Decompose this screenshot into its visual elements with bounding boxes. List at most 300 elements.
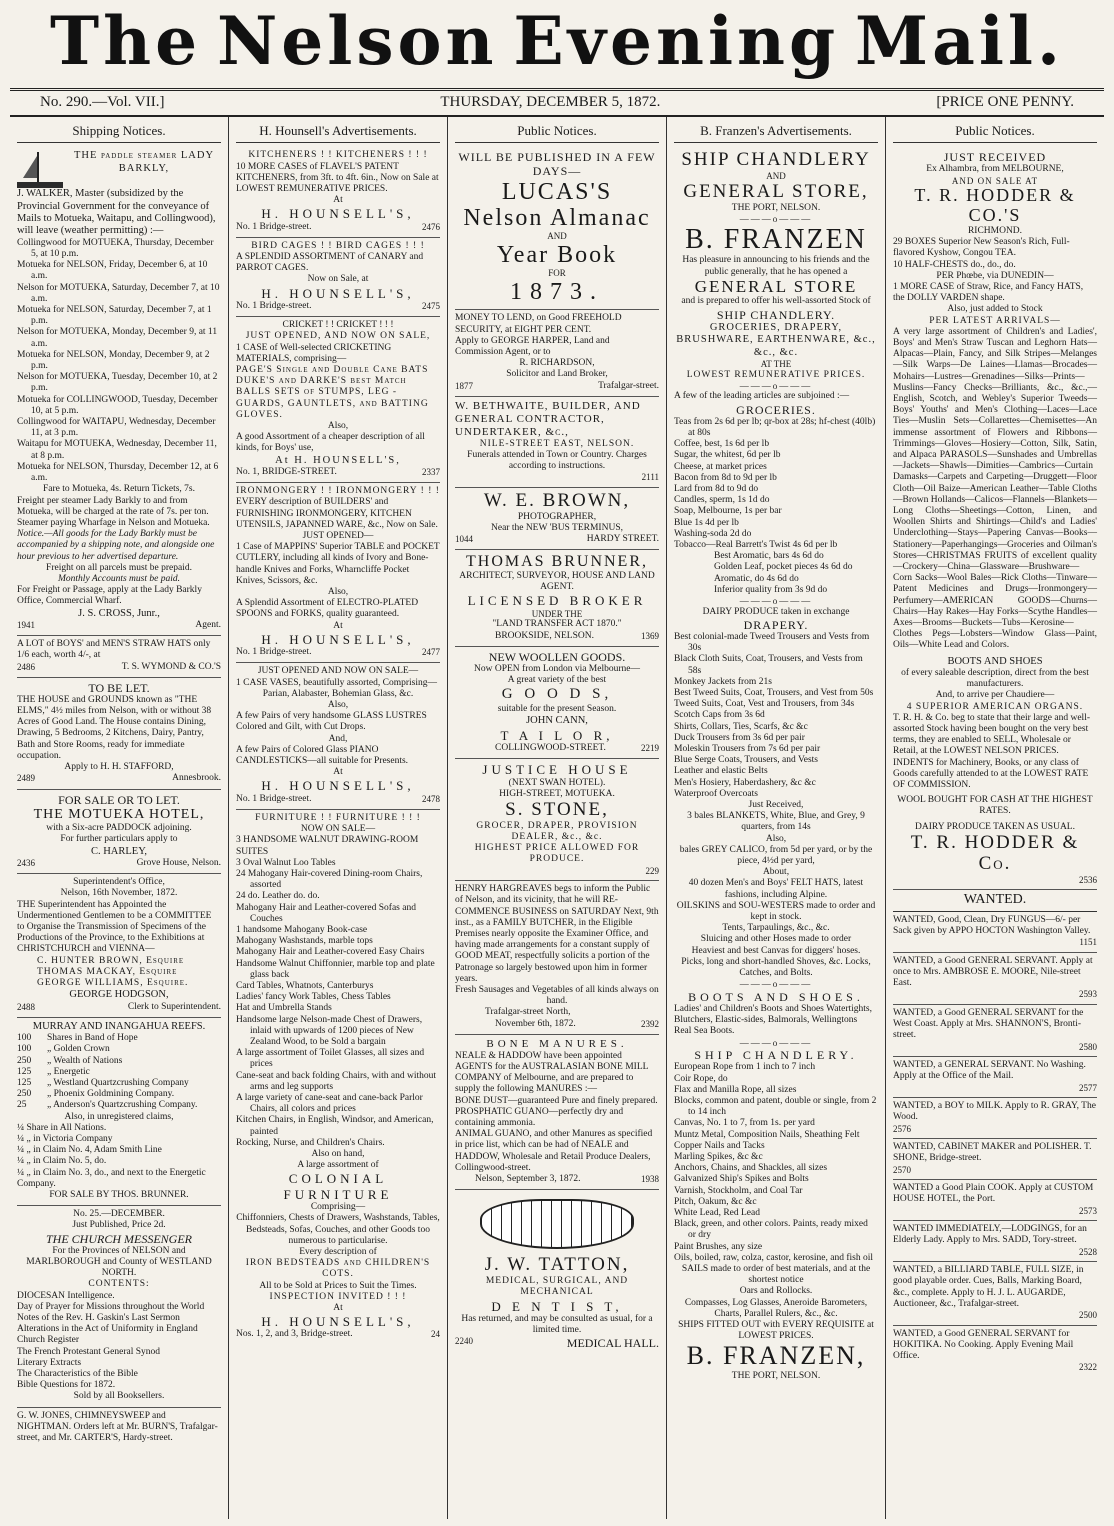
ad-text: with a Six-acre PADDOCK adjoining. xyxy=(46,823,192,834)
ad-title: THE MOTUEKA HOTEL, xyxy=(33,806,205,822)
ad-text: T. R. H. & Co. beg to state that their large and well-assorted Stock having been bought on the very best terms, they are enabled to SELL, Wholesale or Retail, at the LOWEST NELSON PRICES. INDENTS for Machinery, Books, or any class of Goods carefully attended to at the LOWEST RATE OF COMMISSION. xyxy=(893,712,1090,791)
contents-item: Bible Questions for 1872. xyxy=(17,1380,116,1391)
ad-title: S. STONE, xyxy=(505,798,609,820)
ship-item: Marling Spikes, &c &c xyxy=(674,1151,763,1162)
column-hounsell xyxy=(229,117,448,1519)
ad-title: Nelson Almanac xyxy=(463,205,651,232)
ad-text: and is prepared to offer his well-assorted Stock of xyxy=(681,296,871,307)
ad-text: THE HOUSE and GROUNDS known as "THE ELMS," 4½ miles from Nelson, with or without 38 Acres of Good Land. The House contains Dining, Drawing, 5 Bedrooms, 2 Kitchens, Dairy, Pantry, Bath and Store Rooms, ready for immediate occupation. xyxy=(17,694,212,761)
ad-text: Superintendent's Office, xyxy=(73,877,165,888)
ad-number: 2576 xyxy=(893,1123,911,1134)
ad-text: MONEY TO LEND, on Good FREEHOLD SECURITY, at EIGHT PER CENT. xyxy=(455,313,622,335)
ad-motueka-hotel xyxy=(17,790,221,875)
ad-text: G. W. JONES, CHIMNEYSWEEP and NIGHTMAN. Orders left at Mr. BURN'S, Trafalgar-street, and Mr. CARTER'S, Hardy-street. xyxy=(17,1410,218,1443)
grocery-item: Soap, Melbourne, 1s per bar xyxy=(674,506,782,517)
column-heading: B. Franzen's Advertisements. xyxy=(674,123,878,143)
ad-signer: J. S. CROSS, Junr., xyxy=(78,607,160,619)
wanted-text: WANTED, a Good GENERAL SERVANT. Apply at once to Mrs. AMBROSE E. MOORE, Nile-street East. xyxy=(893,955,1093,989)
ad-date: November 6th, 1872. xyxy=(495,1018,576,1029)
ad-address: Trafalgar-street North, xyxy=(485,1007,571,1018)
ad-role: PHOTOGRAPHER, xyxy=(517,511,597,522)
ad-text: For further particulars apply to xyxy=(60,834,178,845)
ad-brunner xyxy=(455,550,659,646)
sailing-item: Motueka for NELSON, Monday, December 9, at 2 p.m. xyxy=(17,349,210,372)
ad-signer: FOR SALE BY THOS. BRUNNER. xyxy=(49,1189,189,1200)
ad-address: THE PORT, NELSON. xyxy=(731,1371,821,1382)
ad-heading: JUSTICE HOUSE xyxy=(482,762,632,778)
wanted-text: WANTED IMMEDIATELY,—LODGINGS, for an Elderly Lady. Apply to Mrs. SADD, Tory-street. xyxy=(893,1224,1087,1246)
share-row: 250 „ Phoenix Goldmining Company. xyxy=(17,1089,175,1100)
ad-address: COLLINGWOOD-STREET. xyxy=(495,742,606,753)
ad-text: Nelson, 16th November, 1872. xyxy=(60,888,178,899)
ad-heading: GROCERIES. xyxy=(736,402,816,417)
ad-role: D E N T I S T, xyxy=(491,1298,623,1314)
contents-item: Notes of the Rev. H. Gaskin's Last Sermon xyxy=(17,1312,180,1323)
ad-woollen-goods xyxy=(455,647,659,759)
wanted-text: WANTED, a Good GENERAL SERVANT for the West Coast. Apply at Mrs. SHANNON'S, Bronti-street. xyxy=(893,1007,1084,1041)
ship-item: Copper Nails and Tacks xyxy=(674,1140,765,1151)
ad-wanted xyxy=(893,1057,1097,1098)
furniture-item: A large variety of cane-seat and cane-back Parlor Chairs, all colors and prices xyxy=(236,1093,423,1115)
ad-text: 1 MORE CASE of Straw, Rice, and Fancy HATS, the DOLLY VARDEN shape. xyxy=(893,281,1084,304)
wanted-text: WANTED, a BOY to MILK. Apply to R. GRAY, The Wood. xyxy=(893,1101,1096,1123)
ad-wanted xyxy=(893,1221,1097,1262)
wanted-heading: WANTED. xyxy=(893,890,1097,912)
ad-text: (NEXT SWAN HOTEL). xyxy=(508,777,606,788)
masthead xyxy=(10,0,1104,84)
ad-text: WILL BE PUBLISHED IN A FEW DAYS— xyxy=(458,150,656,179)
ad-title: THE CHURCH MESSENGER xyxy=(46,1231,192,1246)
ad-text: LICENSED BROKER xyxy=(467,593,647,609)
contents-item: DIOCESAN Intelligence. xyxy=(17,1290,115,1301)
ad-text: THE Superintendent has Appointed the Undermentioned Gentlemen to be a COMMITTEE to Organise the Transmission of Specimens of the Productions of the Province, to the Exhibitions at CHRISTCHURCH and VIENNA— xyxy=(17,899,212,955)
ad-text: 3 bales BLANKETS, White, Blue, and Grey, 9 quarters, from 14s xyxy=(687,811,865,833)
claim-item: ¼ „ in Victoria Company xyxy=(17,1133,113,1144)
issue-date: THURSDAY, DECEMBER 5, 1872. xyxy=(440,94,661,111)
wanted-text: WANTED, a Good GENERAL SERVANT for HOKITIKA. No Cooking. Apply Evening Mail Office. xyxy=(893,1328,1074,1362)
ad-number: 1151 xyxy=(1079,937,1097,948)
ad-text: ANIMAL GUANO, and other Manures as specified in price list, which can be had of NEALE and HADDOW, Wholesale and Retail Produce Dealers, Collingwood-street. xyxy=(455,1129,653,1173)
ad-text: NOW ON SALE— xyxy=(300,824,376,835)
sailing-item: Nelson for MOTUEKA, Saturday, December 7, at 10 a.m. xyxy=(17,282,220,304)
ad-role: ARCHITECT, SURVEYOR, HOUSE AND LAND AGENT. xyxy=(459,571,655,593)
ad-text: 10 HALF-CHESTS do., do., do. xyxy=(893,259,1016,270)
ad-text: Parian, Alabaster, Bohemian Glass, &c. xyxy=(262,688,414,699)
ad-text: A very large assortment of Children's and Ladies', Boys' and Men's Straw Tuscan and Leghorn Hats—Alpacas—Plain, Fancy, and Silk Stripes—Melanges—Silk Warps—De Laines—Llamas—Brocades—Mohairs—Lustres—Grenadines—Silks—Prints—Muslins—Fancy Checks—Brilliants, &c., &c.,—English, Scotch, and Webley's Superior Tweeds—Boys' Youths' and Men's Clothing—Laces—Lace Ties—Muslin Sets—Collarettes—Chemisettes—An immense assortment of Flowers and Ribbons—Trimmings—Gloves—Hosiery—Cotton, Silk, Satin, and Alpaca PARASOLS—Sunshades and Umbrellas—Jackets—Shawls—Dimities—Cambrics—Curtain Damasks—Carpets and Carpeting—Druggett—Floor Cloth—Oil Baize—American Leather—Table Cloths—Brown Hollands—Calicos—Flannels—Blankets—Long Cloths—Sheetings—Cotton, Linen, and Woollen Shirts and Shirtings—Child's and Ladies' Underclothing—Stays—Papering Canvas—Books—Stationery—Paperhangings—Groceries and Oilman's Stores—CHRISTMAS FRUITS of excellent quality—Crockery—China—Glassware—Brushware—Corn Sacks—Wool Bales—Rick Cloths—Tinware—Patent Medicines and Drugs—Ironmongery—Perfumery—AMERICAN GOODS—Churns—Chairs—Hay Rakes—Hay Forks—Scythe Handles—Axes—Brooms—Buckets—Tubs—Kerosine—Clothes Pegs—Lobsters—Window Glass—Paint, Oils—White Lead and Colors. xyxy=(893,326,1097,651)
grocery-item: Coffee, best, 1s 6d per lb xyxy=(674,439,770,450)
ad-lady-barkly xyxy=(17,147,221,636)
ad-role: Agent. xyxy=(195,619,221,630)
ad-text: Apply to H. H. STAFFORD, xyxy=(64,762,174,773)
contents-item: Day of Prayer for Missions throughout the World xyxy=(17,1301,205,1312)
ad-chimneysweep xyxy=(17,1408,221,1449)
grocery-item: Teas from 2s 6d per lb; qr-box at 28s; hf-chest (40lb) at 80s xyxy=(674,416,876,438)
wanted-text: WANTED, CABINET MAKER and POLISHER. T. SHONE, Bridge-street. xyxy=(893,1142,1092,1164)
ad-text: CONTENTS: xyxy=(88,1279,150,1290)
ad-text: 4 SUPERIOR AMERICAN ORGANS. xyxy=(906,701,1084,712)
ad-title: G O O D S, xyxy=(501,686,613,703)
ad-text: And, to arrive per Chaudiere— xyxy=(935,690,1055,701)
ad-number: 1044 xyxy=(455,534,473,545)
ad-cricket xyxy=(236,317,440,483)
ad-almanac xyxy=(455,147,659,310)
sailing-item: Waitapu for MOTUEKA, Wednesday, December 11, at 8 p.m. xyxy=(17,439,217,461)
ad-text: Notice.—All goods for the Lady Barkly must be accompanied by a shipping note, and alongside one hour previous to her advertised departure. xyxy=(17,529,215,562)
committee-name: THOMAS MACKAY, Esquire xyxy=(37,966,178,977)
ad-heading: BONE MANURES. xyxy=(486,1037,628,1050)
ship-item: European Rope from 1 inch to 7 inch xyxy=(674,1062,816,1073)
ad-text: DAIRY PRODUCE TAKEN AS USUAL. xyxy=(915,821,1075,832)
wanted-text: WANTED a Good Plain COOK. Apply at CUSTOM HOUSE HOTEL, the Port. xyxy=(893,1183,1094,1205)
ad-address: HARDY STREET. xyxy=(586,534,659,545)
grocery-item: Cheese, at market prices xyxy=(674,461,767,472)
ad-signer: B. FRANZEN xyxy=(685,223,867,255)
share-row: 250 „ Wealth of Nations xyxy=(17,1055,123,1066)
ad-number: 2528 xyxy=(1079,1246,1097,1257)
ad-text: Monthly Accounts must be paid. xyxy=(58,573,180,584)
ad-text: About, xyxy=(762,867,790,878)
ad-title: LUCAS'S xyxy=(501,178,613,205)
grocery-item: Bacon from 8d to 9d per lb xyxy=(674,472,777,483)
ad-money-to-lend xyxy=(455,310,659,396)
ad-address: No. 1 Bridge-street. xyxy=(236,301,312,312)
ad-role: GROCER, DRAPER, PROVISION DEALER, &c., &c. xyxy=(476,820,638,842)
ad-number: 2478 xyxy=(422,793,440,804)
ad-bone-manures xyxy=(455,1035,659,1190)
ad-text: At xyxy=(333,195,343,206)
ad-number: 1941 xyxy=(17,619,35,630)
ad-text: 29 BOXES Superior New Season's Rich, Full-flavored Kyshow, Congou TEA. xyxy=(893,237,1070,259)
furniture-item: Mahogany Hair and Leather-covered Sofas and Couches xyxy=(236,902,416,924)
ad-signer: C. HARLEY, xyxy=(90,845,148,857)
ship-item: Coir Rope, do xyxy=(674,1073,728,1084)
wanted-text: WANTED, Good, Clean, Dry FUNGUS—6/- per Sack given by APPO HOCTON Washington Valley. xyxy=(893,914,1091,936)
ad-text: IRON BEDSTEADS and CHILDREN'S COTS. xyxy=(245,1258,431,1280)
ad-text: Ladies' and Children's Boots and Shoes Watertights, Blutchers, Elastic-sides, Balmorals, Wellingtons xyxy=(674,1003,873,1026)
ad-number: 1369 xyxy=(641,630,659,641)
ad-text: Compasses, Log Glasses, Aneroide Barometers, Charts, Parallel Rulers, &c., &c. xyxy=(684,1297,868,1319)
ad-number: 2475 xyxy=(422,301,440,312)
column-shipping xyxy=(10,117,229,1519)
ad-ironmongery xyxy=(236,483,440,663)
ad-number: 2476 xyxy=(422,221,440,232)
grocery-item: Washing-soda 2d do xyxy=(674,528,752,539)
ad-address: No. 1, BRIDGE-STREET. xyxy=(236,467,337,478)
ad-signer: T. R. HODDER & Co. xyxy=(910,831,1080,874)
ad-text: AND xyxy=(766,171,786,182)
ad-title: THOMAS BRUNNER, xyxy=(465,553,648,571)
drapery-item: Monkey Jackets from 21s xyxy=(674,676,772,687)
ad-heading: KITCHENERS ! ! KITCHENERS ! ! ! xyxy=(248,150,428,161)
ad-text: 10 MORE CASES of FLAVEL'S PATENT KITCHENERS, from 3ft. to 4ft. 6in., Now on Sale at LOWEST REMUNERATIVE PRICES. xyxy=(236,161,439,194)
ad-text: Picks, long and short-handled Shoves, &c. Locks, Catches, and Bolts. xyxy=(681,956,871,978)
column-heading: Shipping Notices. xyxy=(17,123,221,143)
ship-item: Black, green, and other colors. Paints, ready mixed or dry xyxy=(674,1219,868,1241)
sailing-item: Motueka for NELSON, Friday, December 6, at 10 a.m. xyxy=(17,260,208,282)
share-row: 25 „ Anderson's Quartzcrushing Company. xyxy=(17,1100,198,1111)
ad-bethwaite xyxy=(455,397,659,488)
ad-text: Ex Alhambra, from MELBOURNE, xyxy=(926,164,1064,175)
furniture-item: 1 handsome Mahogany Book-case xyxy=(236,925,368,935)
ad-text: Every description of xyxy=(299,1246,377,1257)
ad-church-messenger xyxy=(17,1206,221,1407)
ad-bird-cages xyxy=(236,238,440,317)
claim-item: ¼ „ in Claim No. 4, Adam Smith Line xyxy=(17,1145,162,1156)
ad-text: J. WALKER, Master (subsidized by the Provincial Government for the conveyance of Mails to Motueka, Waitapu, and Collingwood), will leave (weather permitting) :— xyxy=(17,188,216,237)
drapery-item: Moleskin Trousers from 7s 6d per pair xyxy=(674,743,821,754)
ad-address: Trafalgar-street. xyxy=(598,380,659,391)
ad-heading: IRONMONGERY ! ! IRONMONGERY ! ! ! xyxy=(236,486,440,497)
sailing-item: Motueka for COLLINGWOOD, Tuesday, December 10, at 5 p.m. xyxy=(17,394,218,416)
ad-address: No. 1 Bridge-street. xyxy=(236,647,312,658)
ship-item: Muntz Metal, Composition Nails, Sheathing Felt xyxy=(674,1129,860,1140)
claim-item: ¼ „ in Claim No. 5, do. xyxy=(17,1156,107,1167)
ad-text: 1 CASE of Well-selected CRICKETING MATERIALS, comprising— xyxy=(236,342,392,364)
ad-number: 2477 xyxy=(422,647,440,658)
ad-photographer xyxy=(455,488,659,551)
wanted-text: WANTED, a GENERAL SERVANT. No Washing. Apply at the Office of the Mail. xyxy=(893,1060,1086,1082)
ad-role: Clerk to Superintendent. xyxy=(127,1001,221,1012)
committee-name: GEORGE WILLIAMS, Esquire. xyxy=(37,977,189,988)
drapery-item: Men's Hosiery, Haberdashery, &c &c xyxy=(674,777,816,788)
column-heading: H. Hounsell's Advertisements. xyxy=(236,123,440,143)
ad-text: Real Sea Boots. xyxy=(674,1026,735,1037)
sailing-item: Nelson for MOTUEKA, Tuesday, December 10, at 2 p.m. xyxy=(17,372,218,394)
masthead-word: Mail. xyxy=(855,2,1064,81)
ad-number: 2219 xyxy=(641,742,659,753)
ad-text: Freight on all parcels must be prepaid. xyxy=(46,562,192,573)
ad-text: SHIP CHANDLERY. xyxy=(716,307,836,322)
ad-address: RICHMOND. xyxy=(967,225,1023,236)
ad-heading: BOOTS AND SHOES. xyxy=(688,989,864,1004)
grocery-item: Blue 1s 4d per lb xyxy=(674,517,739,528)
ship-item: Canvas, No. 1 to 7, from 1s. per yard xyxy=(674,1118,815,1129)
ad-text: At xyxy=(333,767,343,778)
furniture-item: 24 do. Leather do. do. xyxy=(236,891,320,902)
ad-role: Solicitor and Land Broker, xyxy=(506,369,608,380)
column-heading: Public Notices. xyxy=(455,123,659,143)
ship-item: Galvanized Ship's Spikes and Bolts xyxy=(674,1174,809,1185)
ad-text: PROSPHATIC GUANO—perfectly dry and containing ammonia. xyxy=(455,1106,624,1129)
ad-address: HIGH-STREET, MOTUEKA. xyxy=(499,788,615,799)
ad-wanted xyxy=(893,1326,1097,1377)
ad-role: MEDICAL, SURGICAL, AND MECHANICAL xyxy=(485,1276,629,1298)
ad-text: bales GREY CALICO, from 5d per yard, or by the piece, 4½d per yard, xyxy=(679,844,873,866)
ad-date: Nelson, September 3, 1872. xyxy=(475,1174,581,1185)
ad-text: AND ON SALE AT xyxy=(951,175,1039,186)
ad-text: Fare to Motueka, 4s. Return Tickets, 7s. xyxy=(43,484,195,495)
ad-text: AND xyxy=(547,231,567,242)
ad-text: UNDER THE xyxy=(531,608,583,619)
ad-number: 229 xyxy=(645,865,659,876)
ship-item: Blocks, common and patent, double or single, from 2 to 14 inch xyxy=(674,1095,877,1118)
ad-heading: NEW WOOLLEN GOODS. xyxy=(488,649,626,664)
furniture-item: Card Tables, Whatnots, Canterburys xyxy=(236,981,374,992)
furniture-item: Hat and Umbrella Stands xyxy=(236,1003,332,1014)
ship-item: Flax and Manilla Rope, all sizes xyxy=(674,1084,797,1095)
ad-text: A few Pairs of very handsome GLASS LUSTRES Colored and Gilt, with Cut Drops. xyxy=(236,711,427,733)
ad-signer: H. HOUNSELL'S, xyxy=(261,778,415,794)
ad-number: 2580 xyxy=(1079,1041,1097,1052)
ship-item: Oils, boiled, raw, colza, castor, kerosine, and fish oil xyxy=(674,1252,873,1263)
claim-item: ¼ „ in Claim No. 3, do., and next to the Energetic Company. xyxy=(17,1167,206,1189)
drapery-item: Best colonial-made Tweed Trousers and Vests from 30s xyxy=(674,631,870,654)
ad-vases xyxy=(236,663,440,810)
ad-number: 1938 xyxy=(641,1174,659,1185)
ad-text: Just Received, xyxy=(748,799,804,810)
ad-wanted xyxy=(893,1139,1097,1180)
ad-number: 2322 xyxy=(1079,1362,1097,1373)
grocery-item: Candles, sperm, 1s 1d do xyxy=(674,495,770,506)
teeth-illustration xyxy=(480,1199,634,1249)
ad-heading: CRICKET ! ! CRICKET ! ! ! xyxy=(282,320,394,331)
drapery-item: Blue Serge Coats, Trousers, and Vests xyxy=(674,755,819,766)
issue-price: [PRICE ONE PENNY. xyxy=(936,94,1074,111)
ad-text: 1 Case of MAPPINS' Superior TABLE and POCKET CUTLERY, including all kinds of Ivory and Bone-handle Knives and Forks, Wharncliffe Pocket Knives, Scissors, &c. xyxy=(236,542,440,586)
contents-item: Alterations in the Act of Uniformity in England xyxy=(17,1324,198,1335)
ad-wanted xyxy=(893,953,1097,1005)
ad-text: Tents, Tarpaulings, &c., &c. xyxy=(722,923,830,934)
ad-address: No. 1 Bridge-street. xyxy=(236,221,312,232)
ad-signer: H. HOUNSELL'S, xyxy=(261,1314,415,1330)
ad-text: Now OPEN from London via Melbourne— xyxy=(474,663,640,674)
grocery-item: Golden Leaf, pocket pieces 4s 6d do xyxy=(714,562,853,573)
ad-text: Sluicing and other Hoses made to order xyxy=(700,934,852,945)
furniture-item: Mahogany Washstands, marble tops xyxy=(236,936,373,947)
furniture-item: Mahogany Hair and Leather-covered Easy Chairs xyxy=(236,947,425,958)
drapery-item: Waterproof Overcoats xyxy=(674,788,758,799)
share-row: 100 Shares in Band of Hope xyxy=(17,1033,138,1044)
ad-text: All to be Sold at Prices to Suit the Times. xyxy=(259,1280,417,1291)
ad-number: 2500 xyxy=(1079,1310,1097,1321)
column-public-notices-2 xyxy=(886,117,1104,1519)
ad-text: Apply to GEORGE HARPER, Land and Commission Agent, or to xyxy=(455,335,610,358)
sailing-item: Collingwood for MOTUEKA, Thursday, December 5, at 10 p.m. xyxy=(17,237,214,260)
ad-number: 2570 xyxy=(893,1164,911,1175)
ad-text: At xyxy=(333,620,343,631)
ad-signer: JOHN CANN, xyxy=(526,715,588,727)
ad-text: 40 dozen Men's and Boys' FELT HATS, latest fashions, including Alpine. xyxy=(688,878,864,900)
grocery-item: Lard from 8d to 9d do xyxy=(674,483,759,494)
ship-item: Paint Brushes, any size xyxy=(674,1241,763,1252)
drapery-item: Shirts, Collars, Ties, Scarfs, &c &c xyxy=(674,721,808,732)
ad-title: J. W. TATTON, xyxy=(484,1254,630,1276)
contents-item: Literary Extracts xyxy=(17,1357,82,1368)
furniture-item: 3 Oval Walnut Loo Tables xyxy=(236,857,336,868)
ad-text: Funerals attended in Town or Country. Charges according to instructions. xyxy=(467,449,647,472)
ad-title: W. E. BROWN, xyxy=(483,489,631,511)
ad-address: Nos. 1, 2, and 3, Bridge-street. xyxy=(236,1329,353,1340)
ad-text: At xyxy=(333,1302,343,1313)
ad-text: A LOT of BOYS' and MEN'S STRAW HATS only 1/6 each, worth 4/-, at xyxy=(17,639,211,661)
ad-wanted xyxy=(893,1098,1097,1139)
ad-number: 2593 xyxy=(1079,989,1097,1000)
ad-text: PER LATEST ARRIVALS— xyxy=(929,315,1061,326)
ad-text: Comprising— xyxy=(310,1202,366,1213)
committee-name: C. HUNTER BROWN, Esquire xyxy=(37,955,185,966)
grocery-item: Sugar, the whitest, 6d per lb xyxy=(674,450,781,461)
masthead-word: The xyxy=(50,2,202,81)
grocery-item: Tobacco—Real Barrett's Twist 4s 6d per lb xyxy=(674,539,838,550)
steamer-icon xyxy=(17,152,63,188)
furniture-item: Handsome Walnut Chiffonnier, marble top and plate glass back xyxy=(236,958,435,980)
ship-item: Varnish, Stockholm, and Coal Tar xyxy=(674,1185,803,1196)
dateline xyxy=(10,88,1104,117)
ad-text: A great variety of the best xyxy=(507,675,607,686)
ad-title: SHIP CHANDLERY xyxy=(681,149,871,171)
ad-address: No. 1 Bridge-street. xyxy=(236,793,312,804)
ad-heading: BOOTS AND SHOES xyxy=(947,655,1043,667)
sailing-item: Motueka for NELSON, Saturday, December 7, at 1 p.m. xyxy=(17,305,212,327)
ad-text: A Splendid Assortment of ELECTRO-PLATED SPOONS and FORKS, quality guaranteed. xyxy=(236,598,419,620)
ad-text: DAIRY PRODUCE taken in exchange xyxy=(702,606,850,617)
wanted-text: WANTED, a BILLIARD TABLE, FULL SIZE, in good playable order. Cues, Balls, Marking Board, &c., complete. Apply to H. J. L. AUGARDE, Auctioneer, &c., Trafalgar-street. xyxy=(893,1265,1084,1309)
ad-text: LOWEST REMUNERATIVE PRICES. xyxy=(686,369,866,380)
ad-text: "LAND TRANSFER ACT 1870." xyxy=(492,619,622,630)
ad-text: of every saleable description, direct from the best manufacturers. xyxy=(901,667,1089,690)
ad-number: 24 xyxy=(431,1329,440,1340)
ad-text: JUST OPENED, AND NOW ON SALE, xyxy=(245,331,431,342)
ad-text: Has pleasure in announcing to his friends and the public generally, that he has opened a xyxy=(682,255,870,277)
ad-number: 1877 xyxy=(455,380,473,391)
ad-text: INSPECTION INVITED ! ! ! xyxy=(269,1291,407,1302)
ad-title: THE paddle steamer LADY BARKLY, xyxy=(73,150,215,174)
ad-heading: TO BE LET. xyxy=(88,680,150,695)
ad-number: 2392 xyxy=(641,1018,659,1029)
ad-text: suitable for the present Season. xyxy=(497,704,617,715)
ad-text: W. BETHWAITE, BUILDER, AND GENERAL CONTRACTOR, UNDERTAKER, &c., xyxy=(455,399,641,438)
share-row: 125 „ Energetic xyxy=(17,1066,90,1077)
claim-item: ¼ Share in All Nations. xyxy=(17,1122,107,1133)
ad-text: HIGHEST PRICE ALLOWED FOR PRODUCE. xyxy=(474,843,640,865)
furniture-item: Cane-seat and back folding Chairs, with and without arms and leg supports xyxy=(236,1070,436,1092)
ad-text: For the Provinces of NELSON and MARLBOROUGH and County of WESTLAND NORTH. xyxy=(26,1245,212,1279)
ship-item: White Lead, Red Lead xyxy=(674,1207,760,1218)
ad-text: A few of the leading articles are subjoined :— xyxy=(674,391,850,402)
ad-title: MURRAY AND INANGAHUA REEFS. xyxy=(32,1020,206,1032)
ad-straw-hats xyxy=(17,636,221,678)
ad-heading: DRAPERY. xyxy=(743,617,809,632)
grocery-item: Best Aromatic, bars 4s 6d do xyxy=(714,551,824,562)
furniture-item: 24 Mahogany Hair-covered Dining-room Chairs, assorted xyxy=(236,868,423,891)
ad-number: 2436 xyxy=(17,857,35,868)
ad-number: 2488 xyxy=(17,1001,35,1012)
drapery-item: Black Cloth Suits, Coat, Trousers, and Vests from 58s xyxy=(674,654,863,676)
ad-number: 2337 xyxy=(422,467,440,478)
ad-franzen-store: SHIP CHANDLERY AND GENERAL STORE, THE PORT, NELSON. ———o——— B. FRANZEN Has pleasure in announcing to his friends and the public generally, that he has opened a GENERAL STORE and is prepared to offer his well-assorted Stock of SHIP CHANDLERY. GROCERIES, DRAPERY, BRUSHWARE, EARTHENWARE, &c., &c., &c. AT THE LOWEST REMUNERATIVE PRICES. ———o——— A few of the leading articles are subjoined :— GROCERIES. Teas from 2s 6d per lb; qr-box at 28s; hf-chest (40lb) at 80s Coffee, best, 1s 6d per lb Sugar, the whitest, 6d per lb Cheese, at market prices Bacon from 8d to 9d per lb Lard from 8d to 9d do Candles, sperm, 1s 1d do Soap, Melbourne, 1s per bar Blue 1s 4d per lb Washing-soda 2d do Tobacco—Real Barrett's Twist 4s 6d per lb Best Aromatic, bars 4s 6d do Golden Leaf, pocket pieces 4s 6d do Aromatic, do 4s 6d do Inferior quality from 3s 9d do ———o——— DAIRY PRODUCE taken in exchange DRAPERY. Best colonial-made Tweed Trousers and Vests from 30s Black Cloth Suits, Coat, Trousers, and Vests from 58s Monkey Jackets from 21s Best Tweed Suits, Coat, Trousers, and Vest from 50s Tweed Suits, Coat, Vest and Trousers, from 34s Scotch Caps from 3s 6d Shirts, Collars, Ties, Scarfs, &c &c Duck Trousers from 3s 6d per pair Moleskin Trousers from 7s 6d per pair Blue Serge Coats, Trousers, and Vests Leather and elastic Belts Men's Hosiery, Haberdashery, &c &c Waterproof Overcoats Just Received, 3 bales BLANKETS, White, Blue, and Grey, 9 quarters, from 14s Also, bales GREY CALICO, from 5d per yard, or by the piece, 4½d per yard, About, 40 dozen Men's and Boys' FELT HATS, latest fashions, including Alpine. OILSKINS and SOU-WESTERS made to order and kept in stock. Tents, Tarpaulings, &c., &c. Sluicing and other Hoses made to order Heaviest and best Canvas for diggers' hoses. Picks, long and short-handled Shoves, &c. Locks, Catches, and Bolts. ———o——— BOOTS AND SHOES. Ladies' and Children's Boots and Shoes Watertights, Blutchers, Elastic-sides, Balmorals, Wellingtons Real Sea Boots. ———o——— SHIP CHANDLERY. European Rope from 1 inch to 7 inch Coir Rope, do Flax and Manilla Rope, all sizes Blocks, common and patent, double or single, from 2 to 14 inch Canvas, No. 1 to 7, from 1s. per yard Muntz Metal, Composition Nails, Sheathing Felt Copper Nails and Tacks Marling Spikes, &c &c Anchors, Chains, and Shackles, all sizes Galvanized Ship's Spikes and Bolts Varnish, Stockholm, and Coal Tar Pitch, Oakum, &c &c White Lead, Red Lead Black, green, and other colors. Paints, ready mixed or dry Paint Brushes, any size Oils, boiled, raw, colza, castor, kerosine, and fish oil SAILS made to order of best materials, and at the shortest notice Oars and Rollocks. Compasses, Log Glasses, Aneroide Barometers, Charts, Parallel Rulers, &c., &c. SHIPS FITTED OUT with EVERY REQUISITE at LOWEST PRICES. B. FRANZEN, THE PORT, NELSON. xyxy=(674,149,877,1382)
ad-kitcheners xyxy=(236,147,440,238)
ad-reefs xyxy=(17,1018,221,1206)
ad-dentist xyxy=(455,1190,659,1354)
ad-heading: JUST OPENED AND NOW ON SALE— xyxy=(257,666,419,677)
ad-text: BONE DUST—guaranteed Pure and finely prepared. xyxy=(455,1095,658,1106)
ad-text: Freight per steamer Lady Barkly to and from Motueka, will be charged at the rate of 7s. per ton. Steamer paying Wharfage in Nelson and Motueka. xyxy=(17,495,210,528)
ship-item: Pitch, Oakum, &c &c xyxy=(674,1196,757,1207)
ad-text: Now on Sale, at xyxy=(307,274,369,285)
issue-number: No. 290.—Vol. VII.] xyxy=(40,94,165,111)
drapery-item: Best Tweed Suits, Coat, Trousers, and Vest from 50s xyxy=(674,687,874,698)
ad-text: Sold by all Booksellers. xyxy=(73,1391,165,1402)
ad-text: Just Published, Price 2d. xyxy=(72,1220,166,1231)
ad-number: 2573 xyxy=(1079,1205,1097,1216)
ad-wanted xyxy=(893,1180,1097,1221)
ad-text: Also, xyxy=(765,833,787,844)
furniture-item: Ladies' fancy Work Tables, Chess Tables xyxy=(236,992,391,1003)
ad-text: WOOL BOUGHT FOR CASH AT THE HIGHEST RATES. xyxy=(897,795,1093,817)
share-row: 100 „ Golden Crown xyxy=(17,1044,110,1055)
ad-text: SAILS made to order of best materials, and at the shortest notice xyxy=(681,1264,871,1286)
ad-wanted xyxy=(893,1262,1097,1325)
